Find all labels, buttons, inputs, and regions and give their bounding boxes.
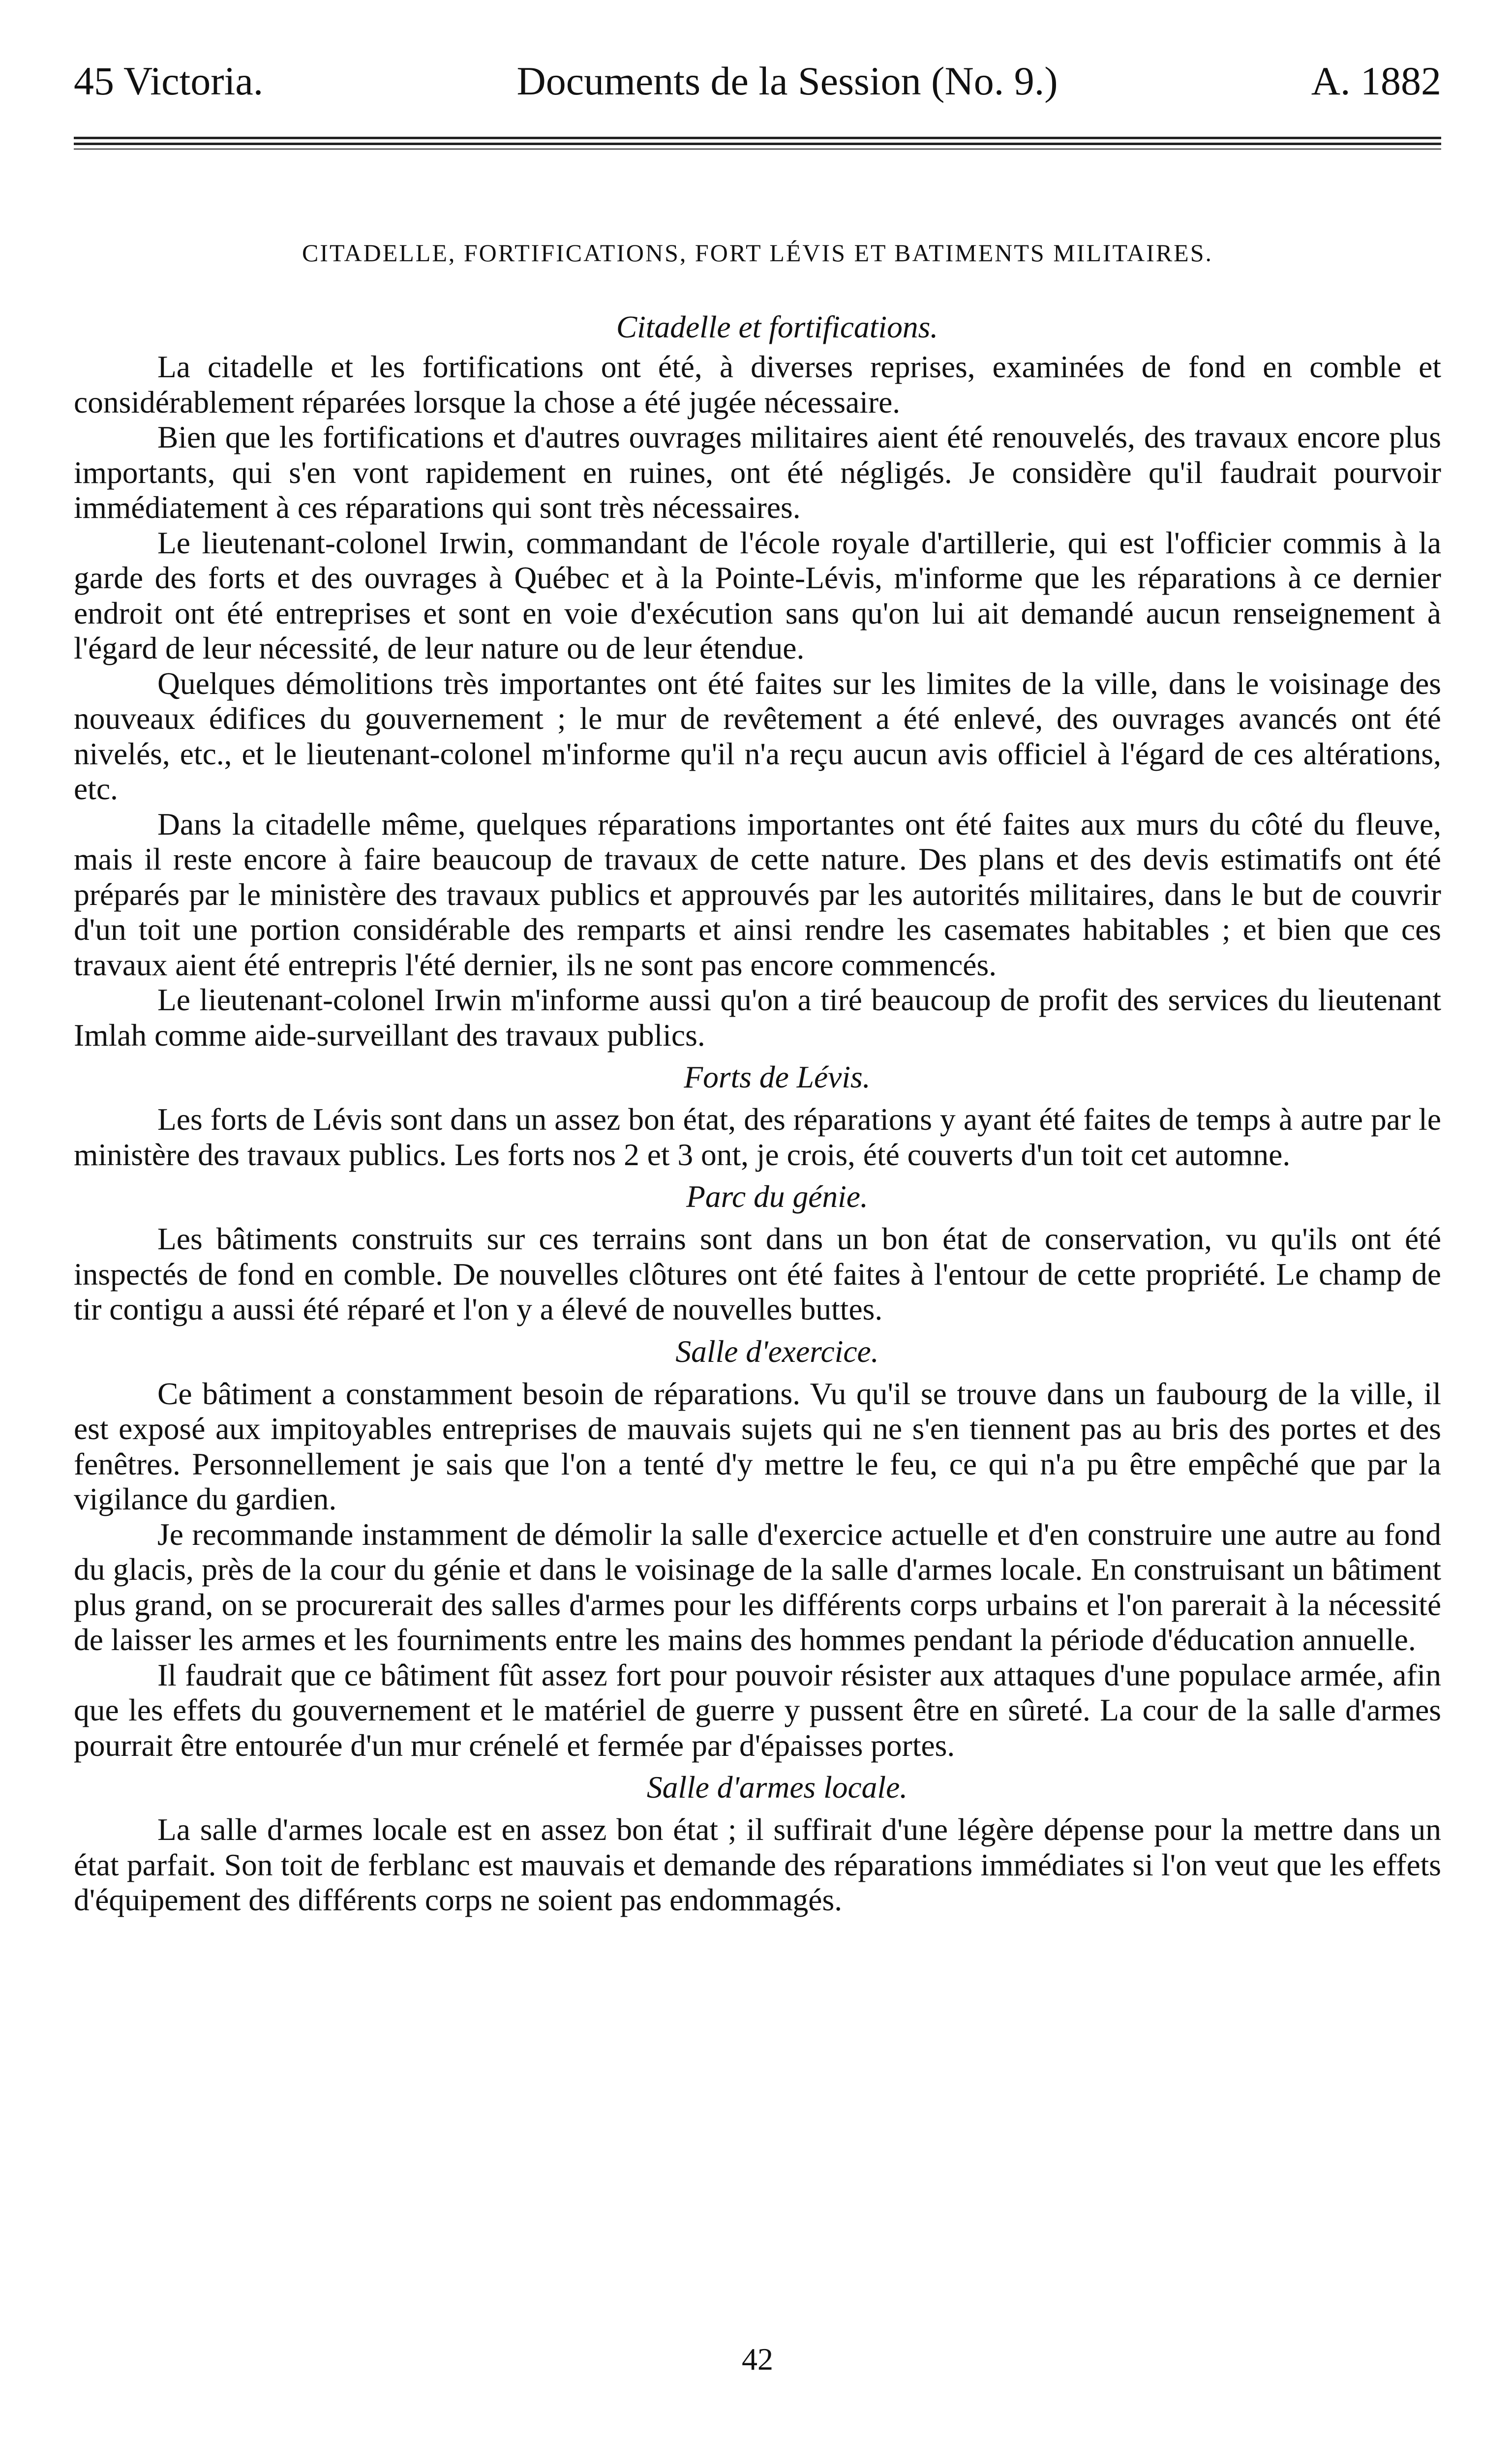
header-rule	[74, 137, 1441, 150]
paragraph: Dans la citadelle même, quelques réparations importantes ont été faites aux murs du côté du fleuve, mais il reste encore à faire beaucoup de travaux de cette nature. Des plans et des devis estimatifs ont été préparés par le ministère des travaux publics et approuvés par les autorités militaires, dans le but de couvrir d'un toit une portion considérable des remparts et ainsi rendre les casemates habitables ; et bien que ces travaux aient été entrepris l'été dernier, ils ne sont pas encore commencés.	[74, 806, 1441, 982]
paragraph: Les bâtiments construits sur ces terrains sont dans un bon état de conservation, vu qu'ils ont été inspectés de fond en comble. De nouvelles clôtures ont été faites à l'entour de cette propriété. Le champ de tir contigu a aussi été réparé et l'on y a élevé de nouvelles buttes.	[74, 1221, 1441, 1326]
paragraph: Ce bâtiment a constamment besoin de réparations. Vu qu'il se trouve dans un faubourg de la ville, il est exposé aux impitoyables entreprises de mauvais sujets qui ne s'en tiennent pas au bris des portes et des fenêtres. Personnellement je sais que l'on a tenté d'y mettre le feu, ce qui n'a pu être empêché que par la vigilance du gardien.	[74, 1376, 1441, 1516]
document-body	[74, 310, 1441, 1918]
heading-citadelle: Citadelle et fortifications.	[616, 309, 938, 344]
paragraph: La citadelle et les fortifications ont été, à diverses reprises, examinées de fond en comble et considérablement réparées lorsque la chose a été jugée nécessaire.	[74, 349, 1441, 420]
running-header	[74, 54, 1441, 108]
paragraph: Bien que les fortifications et d'autres ouvrages militaires aient été renouvelés, des travaux encore plus importants, qui s'en vont rapidement en ruines, ont été négligés. Je considère qu'il faudrait pourvoir immédiatement à ces réparations qui sont très nécessaires.	[74, 420, 1441, 525]
paragraph: Je recommande instamment de démolir la salle d'exercice actuelle et d'en construire une autre au fond du glacis, près de la cour du génie et dans le voisinage de la salle d'armes locale. En construisant un bâtiment plus grand, on se procurerait des salles d'armes pour les différents corps urbains et l'on parerait à la nécessité de laisser les armes et les fourniments entre les mains des hommes pendant la période d'éducation annuelle.	[74, 1516, 1441, 1657]
header-center: Documents de la Session (No. 9.)	[516, 59, 1058, 103]
header-right: A. 1882	[1311, 59, 1441, 103]
paragraph: Quelques démolitions très importantes ont été faites sur les limites de la ville, dans le voisinage des nouveaux édifices du gouvernement ; le mur de revêtement a été enlevé, des ouvrages avancés ont été nivelés, etc., et le lieutenant-colonel m'informe qu'il n'a reçu aucun avis officiel à l'égard de ces altérations, etc.	[74, 665, 1441, 806]
paragraph: Le lieutenant-colonel Irwin, commandant de l'école royale d'artillerie, qui est l'officier commis à la garde des forts et des ouvrages à Québec et à la Pointe-Lévis, m'informe que les réparations à ce dernier endroit ont été entreprises et sont en voie d'exécution sans qu'on lui ait demandé aucun renseignement à l'égard de leur nécessité, de leur nature ou de leur étendue.	[74, 525, 1441, 665]
page-number: 42	[742, 2342, 773, 2377]
paragraph: Il faudrait que ce bâtiment fût assez fort pour pouvoir résister aux attaques d'une populace armée, afin que les effets du gouvernement et le matériel de guerre y pussent être en sûreté. La cour de la salle d'armes pourrait être entourée d'un mur crénelé et fermée par d'épaisses portes.	[74, 1657, 1441, 1763]
document-page	[74, 54, 1441, 2405]
header-left: 45 Victoria.	[74, 59, 264, 103]
paragraph: La salle d'armes locale est en assez bon état ; il suffirait d'une légère dépense pour la mettre dans un état parfait. Son toit de ferblanc est mauvais et demande des réparations immédiates si l'on veut que les effets d'équipement des différents corps ne soient pas endommagés.	[74, 1812, 1441, 1917]
paragraph: Le lieutenant-colonel Irwin m'informe aussi qu'on a tiré beaucoup de profit des services du lieutenant Imlah comme aide-surveillant des travaux publics.	[74, 982, 1441, 1053]
paragraph: Les forts de Lévis sont dans un assez bon état, des réparations y ayant été faites de temps à autre par le ministère des travaux publics. Les forts nos 2 et 3 ont, je crois, été couverts d'un toit cet automne.	[74, 1102, 1441, 1172]
heading-forts-levis: Forts de Lévis.	[684, 1059, 871, 1094]
heading-parc-genie: Parc du génie.	[686, 1179, 868, 1214]
heading-salle-armes: Salle d'armes locale.	[646, 1770, 908, 1805]
heading-salle-exercice: Salle d'exercice.	[675, 1333, 879, 1369]
section-title: CITADELLE, FORTIFICATIONS, FORT LÉVIS ET BATIMENTS MILITAIRES.	[302, 239, 1213, 267]
